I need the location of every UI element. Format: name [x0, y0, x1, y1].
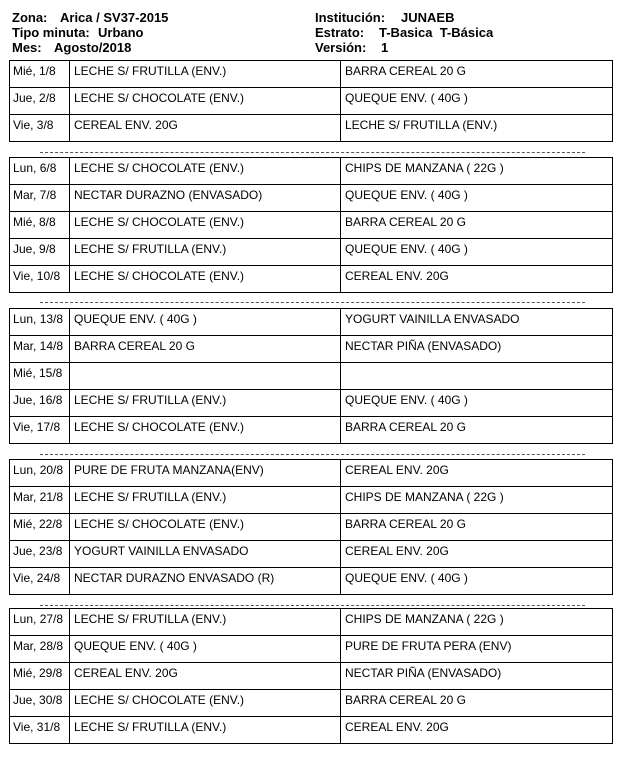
mes-value: Agosto/2018: [54, 40, 132, 55]
table-row: [10, 88, 612, 115]
version-label: Versión:: [315, 40, 367, 55]
snack1-cell: LECHE S/ CHOCOLATE (ENV.): [74, 91, 245, 105]
snack2-cell: NECTAR PIÑA (ENVASADO): [345, 339, 502, 353]
snack2-cell: CEREAL ENV. 20G: [345, 463, 449, 477]
snack2-cell: CHIPS DE MANZANA ( 22G ): [345, 161, 504, 175]
day-cell: Mié, 15/8: [13, 366, 63, 380]
snack2-cell: QUEQUE ENV. ( 40G ): [345, 242, 468, 256]
snack1-cell: QUEQUE ENV. ( 40G ): [74, 312, 197, 326]
snack1-cell: CEREAL ENV. 20G: [74, 118, 178, 132]
week-table: [9, 608, 613, 744]
day-cell: Mié, 22/8: [13, 517, 63, 531]
snack1-cell: LECHE S/ CHOCOLATE (ENV.): [74, 161, 245, 175]
day-cell: Mar, 14/8: [13, 339, 64, 353]
day-cell: Jue, 16/8: [13, 393, 63, 407]
snack2-cell: CEREAL ENV. 20G: [345, 544, 449, 558]
day-cell: Mar, 21/8: [13, 490, 64, 504]
table-row: [10, 212, 612, 239]
table-row: [10, 487, 612, 514]
header-left: [12, 10, 168, 55]
snack1-cell: LECHE S/ FRUTILLA (ENV.): [74, 242, 227, 256]
zona-value: Arica / SV37-2015: [60, 10, 169, 25]
tipo-value: Urbano: [98, 25, 144, 40]
snack1-cell: LECHE S/ FRUTILLA (ENV.): [74, 64, 227, 78]
snack2-cell: BARRA CEREAL 20 G: [345, 693, 466, 707]
version-line: [315, 40, 493, 55]
table-row: [10, 417, 612, 444]
table-row: [10, 690, 612, 717]
snack2-cell: CEREAL ENV. 20G: [345, 720, 449, 734]
zona-line: [12, 10, 168, 25]
table-row: [10, 514, 612, 541]
table-row: [10, 61, 612, 88]
mes-label: Mes:: [12, 40, 42, 55]
snack1-cell: LECHE S/ CHOCOLATE (ENV.): [74, 420, 245, 434]
day-cell: Jue, 23/8: [13, 544, 63, 558]
day-cell: Mié, 1/8: [13, 64, 56, 78]
snack1-cell: BARRA CEREAL 20 G: [74, 339, 195, 353]
snack2-cell: LECHE S/ FRUTILLA (ENV.): [345, 118, 498, 132]
snack2-cell: YOGURT VAINILLA ENVASADO: [345, 312, 520, 326]
snack2-cell: QUEQUE ENV. ( 40G ): [345, 393, 468, 407]
day-cell: Vie, 17/8: [13, 420, 61, 434]
week-separator: [40, 152, 585, 153]
week-table: [9, 60, 613, 142]
table-row: [10, 390, 612, 417]
snack2-cell: CEREAL ENV. 20G: [345, 269, 449, 283]
day-cell: Vie, 10/8: [13, 269, 61, 283]
snack1-cell: LECHE S/ CHOCOLATE (ENV.): [74, 215, 245, 229]
snack2-cell: BARRA CEREAL 20 G: [345, 215, 466, 229]
snack1-cell: LECHE S/ CHOCOLATE (ENV.): [74, 269, 245, 283]
day-cell: Vie, 3/8: [13, 118, 54, 132]
inst-value: JUNAEB: [401, 10, 455, 25]
day-cell: Mié, 8/8: [13, 215, 56, 229]
table-row: [10, 309, 612, 336]
day-cell: Lun, 13/8: [13, 312, 64, 326]
snack2-cell: QUEQUE ENV. ( 40G ): [345, 91, 468, 105]
tipo-line: [12, 25, 168, 40]
snack2-cell: BARRA CEREAL 20 G: [345, 64, 466, 78]
tipo-label: Tipo minuta:: [12, 25, 90, 40]
table-row: [10, 266, 612, 293]
week-table: [9, 308, 613, 444]
snack1-cell: YOGURT VAINILLA ENVASADO: [74, 544, 249, 558]
snack1-cell: QUEQUE ENV. ( 40G ): [74, 639, 197, 653]
table-row: [10, 568, 612, 595]
snack1-cell: CEREAL ENV. 20G: [74, 666, 178, 680]
table-row: [10, 609, 612, 636]
table-row: [10, 185, 612, 212]
table-row: [10, 541, 612, 568]
table-row: [10, 363, 612, 390]
day-cell: Mar, 7/8: [13, 188, 57, 202]
snack2-cell: BARRA CEREAL 20 G: [345, 517, 466, 531]
week-separator: [40, 454, 585, 455]
day-cell: Lun, 27/8: [13, 612, 64, 626]
week-table: [9, 459, 613, 595]
snack1-cell: LECHE S/ FRUTILLA (ENV.): [74, 720, 227, 734]
snack1-cell: PURE DE FRUTA MANZANA(ENV): [74, 463, 264, 477]
estrato-line: [315, 25, 493, 40]
table-row: [10, 460, 612, 487]
day-cell: Mié, 29/8: [13, 666, 63, 680]
day-cell: Vie, 31/8: [13, 720, 61, 734]
version-value: 1: [381, 40, 389, 55]
week-table: [9, 157, 613, 293]
day-cell: Jue, 30/8: [13, 693, 63, 707]
week-separator: [40, 605, 585, 606]
header-right: [315, 10, 493, 55]
document-header: [12, 10, 612, 58]
snack2-cell: CHIPS DE MANZANA ( 22G ): [345, 612, 504, 626]
snack2-cell: QUEQUE ENV. ( 40G ): [345, 571, 468, 585]
table-row: [10, 717, 612, 744]
table-row: [10, 336, 612, 363]
table-row: [10, 115, 612, 142]
table-row: [10, 636, 612, 663]
day-cell: Vie, 24/8: [13, 571, 61, 585]
day-cell: Lun, 20/8: [13, 463, 64, 477]
mes-line: [12, 40, 168, 55]
snack1-cell: LECHE S/ FRUTILLA (ENV.): [74, 393, 227, 407]
day-cell: Mar, 28/8: [13, 639, 64, 653]
snack2-cell: NECTAR PIÑA (ENVASADO): [345, 666, 502, 680]
week-separator: [40, 302, 585, 303]
estrato-label: Estrato:: [315, 25, 365, 40]
day-cell: Lun, 6/8: [13, 161, 57, 175]
table-row: [10, 158, 612, 185]
table-row: [10, 239, 612, 266]
snack2-cell: CHIPS DE MANZANA ( 22G ): [345, 490, 504, 504]
zona-label: Zona:: [12, 10, 48, 25]
day-cell: Jue, 2/8: [13, 91, 56, 105]
snack1-cell: LECHE S/ CHOCOLATE (ENV.): [74, 517, 245, 531]
snack1-cell: LECHE S/ FRUTILLA (ENV.): [74, 490, 227, 504]
snack2-cell: PURE DE FRUTA PERA (ENV): [345, 639, 512, 653]
snack2-cell: QUEQUE ENV. ( 40G ): [345, 188, 468, 202]
snack1-cell: LECHE S/ CHOCOLATE (ENV.): [74, 693, 245, 707]
snack1-cell: NECTAR DURAZNO ENVASADO (R): [74, 571, 275, 585]
estrato-value: T-Basica T-Básica: [379, 25, 494, 40]
snack1-cell: NECTAR DURAZNO (ENVASADO): [74, 188, 263, 202]
snack1-cell: LECHE S/ FRUTILLA (ENV.): [74, 612, 227, 626]
inst-label: Institución:: [315, 10, 386, 25]
day-cell: Jue, 9/8: [13, 242, 56, 256]
snack2-cell: BARRA CEREAL 20 G: [345, 420, 466, 434]
inst-line: [315, 10, 493, 25]
table-row: [10, 663, 612, 690]
